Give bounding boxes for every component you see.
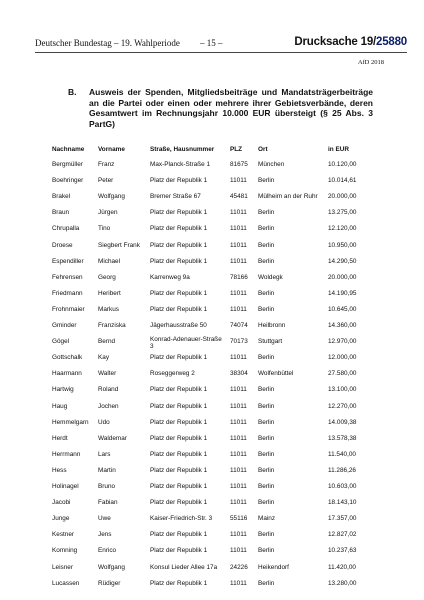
cell-strasse: Platz der Republik 1 xyxy=(150,531,208,539)
table-row xyxy=(52,258,382,274)
cell-amount: 13.275,00 xyxy=(328,209,357,217)
cell-nachname: Friedmann xyxy=(52,289,83,297)
cell-nachname: Gögel xyxy=(52,338,70,346)
cell-plz: 11011 xyxy=(230,434,247,442)
cell-ort: Berlin xyxy=(258,305,275,313)
cell-ort: Mainz xyxy=(258,515,276,523)
cell-amount: 12.970,00 xyxy=(328,338,357,346)
cell-ort: Mülheim an der Ruhr xyxy=(258,193,318,201)
cell-amount: 13.100,00 xyxy=(328,386,357,394)
cell-amount: 27.580,00 xyxy=(328,370,357,378)
cell-amount: 18.143,10 xyxy=(328,499,357,507)
cell-nachname: Fehrensen xyxy=(52,273,83,281)
cell-nachname: Herrmann xyxy=(52,450,81,458)
cell-strasse: Platz der Republik 1 xyxy=(150,579,208,587)
cell-vorname: Wolfgang xyxy=(98,563,125,571)
cell-amount: 14.290,50 xyxy=(328,257,357,265)
cell-strasse: Roseggerweg 2 xyxy=(150,370,195,378)
section-title: Ausweis der Spenden, Mitgliedsbeiträge und Mandatsträgerbeiträge an die Partei oder einen oder mehrere ihrer Gebietsverbände, deren Gesamtwert im Rechnungsjahr 10.000 EUR übersteigt (§ 25 Abs. 3 PartG) xyxy=(89,87,373,129)
cell-amount: 13.280,00 xyxy=(328,579,357,587)
cell-ort: Wolfenbüttel xyxy=(258,370,294,378)
cell-plz: 11011 xyxy=(230,418,247,426)
cell-strasse: Platz der Republik 1 xyxy=(150,386,208,394)
cell-plz: 55116 xyxy=(230,515,248,523)
cell-ort: Berlin xyxy=(258,257,275,265)
cell-strasse: Platz der Republik 1 xyxy=(150,257,208,265)
doc-number-value: 25880 xyxy=(376,36,407,48)
cell-amount: 13.578,38 xyxy=(328,434,357,442)
cell-vorname: Martin xyxy=(98,466,116,474)
cell-amount: 14.190,95 xyxy=(328,289,357,297)
cell-plz: 11011 xyxy=(230,225,247,233)
cell-plz: 11011 xyxy=(230,466,247,474)
cell-plz: 74074 xyxy=(230,322,248,329)
table-row xyxy=(52,483,382,499)
table-row xyxy=(52,225,382,241)
table-row xyxy=(52,499,382,515)
cell-ort: Berlin xyxy=(258,466,275,474)
cell-strasse: Karrenweg 9a xyxy=(150,273,190,281)
cell-plz: 11011 xyxy=(230,289,247,297)
cell-vorname: Jochen xyxy=(98,402,119,410)
cell-ort: Berlin xyxy=(258,386,275,394)
cell-strasse: Platz der Republik 1 xyxy=(150,241,208,249)
cell-plz: 11011 xyxy=(230,547,247,555)
cell-plz: 11011 xyxy=(230,209,247,217)
cell-amount: 17.357,00 xyxy=(328,515,357,523)
cell-vorname: Tino xyxy=(98,225,111,233)
cell-nachname: Hemmelgarn xyxy=(52,418,89,426)
cell-strasse: Platz der Republik 1 xyxy=(150,289,208,297)
cell-nachname: Brakel xyxy=(52,193,71,201)
table-row xyxy=(52,290,382,306)
cell-ort: Heikendorf xyxy=(258,563,289,571)
cell-amount: 10.603,00 xyxy=(328,483,357,490)
col-header-ort: Ort xyxy=(258,146,268,153)
cell-amount: 11.420,00 xyxy=(328,563,356,571)
cell-nachname: Leisner xyxy=(52,563,73,571)
cell-vorname: Markus xyxy=(98,305,119,313)
cell-vorname: Kay xyxy=(98,354,110,362)
cell-nachname: Haarmann xyxy=(52,370,82,378)
cell-strasse: Platz der Republik 1 xyxy=(150,466,208,474)
cell-nachname: Hartwig xyxy=(52,386,74,394)
cell-nachname: Lucassen xyxy=(52,579,80,587)
cell-plz: 11011 xyxy=(230,499,247,507)
cell-strasse: Platz der Republik 1 xyxy=(150,450,208,458)
col-header-nachname: Nachname xyxy=(52,146,85,153)
table-row xyxy=(52,177,382,193)
cell-amount: 12.270,00 xyxy=(328,402,357,410)
cell-amount: 10.120,00 xyxy=(328,161,357,168)
cell-ort: Berlin xyxy=(258,547,275,555)
col-header-vorname: Vorname xyxy=(98,146,125,153)
cell-ort: Berlin xyxy=(258,531,275,539)
cell-amount: 10.237,63 xyxy=(328,547,357,555)
cell-strasse: Konrad-Adenauer-Straße 3 xyxy=(150,336,222,351)
party-tag: AfD 2018 xyxy=(357,59,384,66)
cell-nachname: Boehringer xyxy=(52,177,84,185)
cell-amount: 10.645,00 xyxy=(328,305,357,313)
cell-vorname: Bernd xyxy=(98,338,116,346)
cell-amount: 10.014,61 xyxy=(328,177,357,185)
cell-ort: Berlin xyxy=(258,434,275,442)
doc-number xyxy=(294,36,407,48)
cell-ort: Berlin xyxy=(258,209,275,217)
cell-strasse: Konsul Lieder Allee 17a xyxy=(150,563,218,571)
cell-vorname: Heribert xyxy=(98,289,121,297)
table-row xyxy=(52,338,382,354)
cell-strasse: Bremer Straße 67 xyxy=(150,193,201,201)
cell-ort: Berlin xyxy=(258,177,275,185)
cell-vorname: Uwe xyxy=(98,515,111,523)
cell-amount: 12.000,00 xyxy=(328,354,357,362)
cell-vorname: Wolfgang xyxy=(98,193,125,201)
cell-amount: 11.286,26 xyxy=(328,466,356,474)
cell-ort: Berlin xyxy=(258,241,275,249)
table-row xyxy=(52,161,382,177)
cell-strasse: Platz der Republik 1 xyxy=(150,418,208,426)
cell-vorname: Fabian xyxy=(98,499,118,507)
header-left: Deutscher Bundestag – 19. Wahlperiode xyxy=(35,38,180,48)
cell-nachname: Gottschalk xyxy=(52,354,83,362)
cell-plz: 11011 xyxy=(230,386,247,394)
cell-vorname: Georg xyxy=(98,273,116,281)
cell-strasse: Platz der Republik 1 xyxy=(150,434,208,442)
cell-nachname: Hess xyxy=(52,466,67,474)
cell-ort: Berlin xyxy=(258,483,275,490)
cell-vorname: Lars xyxy=(98,450,111,458)
table-row xyxy=(52,386,382,402)
cell-strasse: Platz der Republik 1 xyxy=(150,209,208,217)
cell-ort: Berlin xyxy=(258,450,275,458)
table-row xyxy=(52,354,382,370)
doc-number-prefix: Drucksache 19/ xyxy=(294,36,377,48)
cell-plz: 70173 xyxy=(230,338,248,346)
cell-nachname: Frohnmaier xyxy=(52,305,85,313)
table-row xyxy=(52,515,382,531)
table-row xyxy=(52,435,382,451)
cell-plz: 11011 xyxy=(230,241,247,249)
cell-strasse: Platz der Republik 1 xyxy=(150,177,208,185)
cell-amount: 14.009,38 xyxy=(328,418,357,426)
table-row xyxy=(52,274,382,290)
cell-plz: 11011 xyxy=(230,257,247,265)
table-row xyxy=(52,242,382,258)
cell-amount: 12.120,00 xyxy=(328,225,357,233)
page-number: – 15 – xyxy=(200,38,223,48)
cell-amount: 12.827,02 xyxy=(328,531,357,539)
cell-vorname: Waldemar xyxy=(98,434,127,442)
cell-plz: 45481 xyxy=(230,193,248,201)
cell-amount: 11.540,00 xyxy=(328,450,356,458)
cell-ort: Berlin xyxy=(258,289,275,297)
cell-strasse: Platz der Republik 1 xyxy=(150,483,208,490)
table-row xyxy=(52,209,382,225)
cell-nachname: Espendiller xyxy=(52,257,84,265)
cell-ort: Woldegk xyxy=(258,273,283,281)
cell-vorname: Walter xyxy=(98,370,117,378)
cell-strasse: Max-Planck-Straße 1 xyxy=(150,161,211,168)
cell-plz: 11011 xyxy=(230,531,247,539)
cell-amount: 20.000,00 xyxy=(328,193,357,201)
cell-vorname: Udo xyxy=(98,418,110,426)
table-row xyxy=(52,403,382,419)
table-row xyxy=(52,531,382,547)
cell-strasse: Platz der Republik 1 xyxy=(150,402,208,410)
table-row xyxy=(52,419,382,435)
cell-vorname: Rüdiger xyxy=(98,579,121,587)
cell-vorname: Bruno xyxy=(98,483,116,490)
cell-plz: 11011 xyxy=(230,177,247,185)
cell-plz: 11011 xyxy=(230,450,247,458)
cell-nachname: Bergmüller xyxy=(52,161,83,168)
cell-amount: 14.360,00 xyxy=(328,322,357,329)
table-row xyxy=(52,547,382,563)
cell-strasse: Platz der Republik 1 xyxy=(150,225,208,233)
col-header-plz: PLZ xyxy=(230,146,243,153)
cell-ort: Heilbronn xyxy=(258,322,286,329)
cell-vorname: Jens xyxy=(98,531,112,539)
cell-plz: 11011 xyxy=(230,354,247,362)
cell-strasse: Platz der Republik 1 xyxy=(150,547,208,555)
cell-plz: 38304 xyxy=(230,370,248,378)
cell-ort: München xyxy=(258,161,285,168)
cell-nachname: Chrupalla xyxy=(52,225,80,233)
table-row xyxy=(52,370,382,386)
cell-ort: Berlin xyxy=(258,418,275,426)
cell-ort: Berlin xyxy=(258,402,275,410)
cell-plz: 11011 xyxy=(230,402,247,410)
cell-vorname: Siegbert Frank xyxy=(98,241,140,249)
cell-vorname: Michael xyxy=(98,257,121,265)
cell-nachname: Braun xyxy=(52,209,70,217)
cell-strasse: Platz der Republik 1 xyxy=(150,354,208,362)
table-row xyxy=(52,193,382,209)
cell-strasse: Jägerhausstraße 50 xyxy=(150,322,207,329)
cell-strasse: Platz der Republik 1 xyxy=(150,305,208,313)
col-header-amount: in EUR xyxy=(328,146,349,153)
cell-strasse: Platz der Republik 1 xyxy=(150,499,208,507)
header-divider xyxy=(35,52,407,53)
table-row xyxy=(52,451,382,467)
cell-plz: 11011 xyxy=(230,579,247,587)
cell-vorname: Franz xyxy=(98,161,115,168)
cell-ort: Berlin xyxy=(258,354,275,362)
page-header xyxy=(35,38,407,52)
cell-strasse: Kaiser-Friedrich-Str. 3 xyxy=(150,515,213,523)
cell-vorname: Peter xyxy=(98,177,114,185)
cell-amount: 10.950,00 xyxy=(328,241,357,249)
cell-nachname: Droese xyxy=(52,241,73,249)
cell-nachname: Jacobi xyxy=(52,499,71,507)
table-row xyxy=(52,580,382,596)
col-header-strasse: Straße, Hausnummer xyxy=(150,146,215,153)
cell-nachname: Haug xyxy=(52,402,68,410)
cell-nachname: Gminder xyxy=(52,322,77,329)
cell-plz: 78166 xyxy=(230,273,248,281)
table-row xyxy=(52,467,382,483)
cell-nachname: Herdt xyxy=(52,434,68,442)
cell-plz: 11011 xyxy=(230,483,247,490)
cell-ort: Berlin xyxy=(258,579,275,587)
cell-vorname: Franziska xyxy=(98,322,126,329)
cell-plz: 24226 xyxy=(230,563,248,571)
cell-plz: 11011 xyxy=(230,305,247,313)
cell-vorname: Jürgen xyxy=(98,209,118,217)
table-row xyxy=(52,306,382,322)
cell-ort: Berlin xyxy=(258,225,275,233)
section-letter: B. xyxy=(68,87,77,97)
cell-nachname: Holinagel xyxy=(52,483,79,490)
cell-nachname: Komning xyxy=(52,547,78,555)
cell-ort: Stuttgart xyxy=(258,338,283,346)
cell-ort: Berlin xyxy=(258,499,275,507)
cell-nachname: Kestner xyxy=(52,531,75,539)
cell-amount: 20.000,00 xyxy=(328,273,357,281)
cell-vorname: Roland xyxy=(98,386,119,394)
cell-vorname: Enrico xyxy=(98,547,117,555)
cell-plz: 81675 xyxy=(230,161,248,168)
cell-nachname: Junge xyxy=(52,515,70,523)
table-row xyxy=(52,564,382,580)
